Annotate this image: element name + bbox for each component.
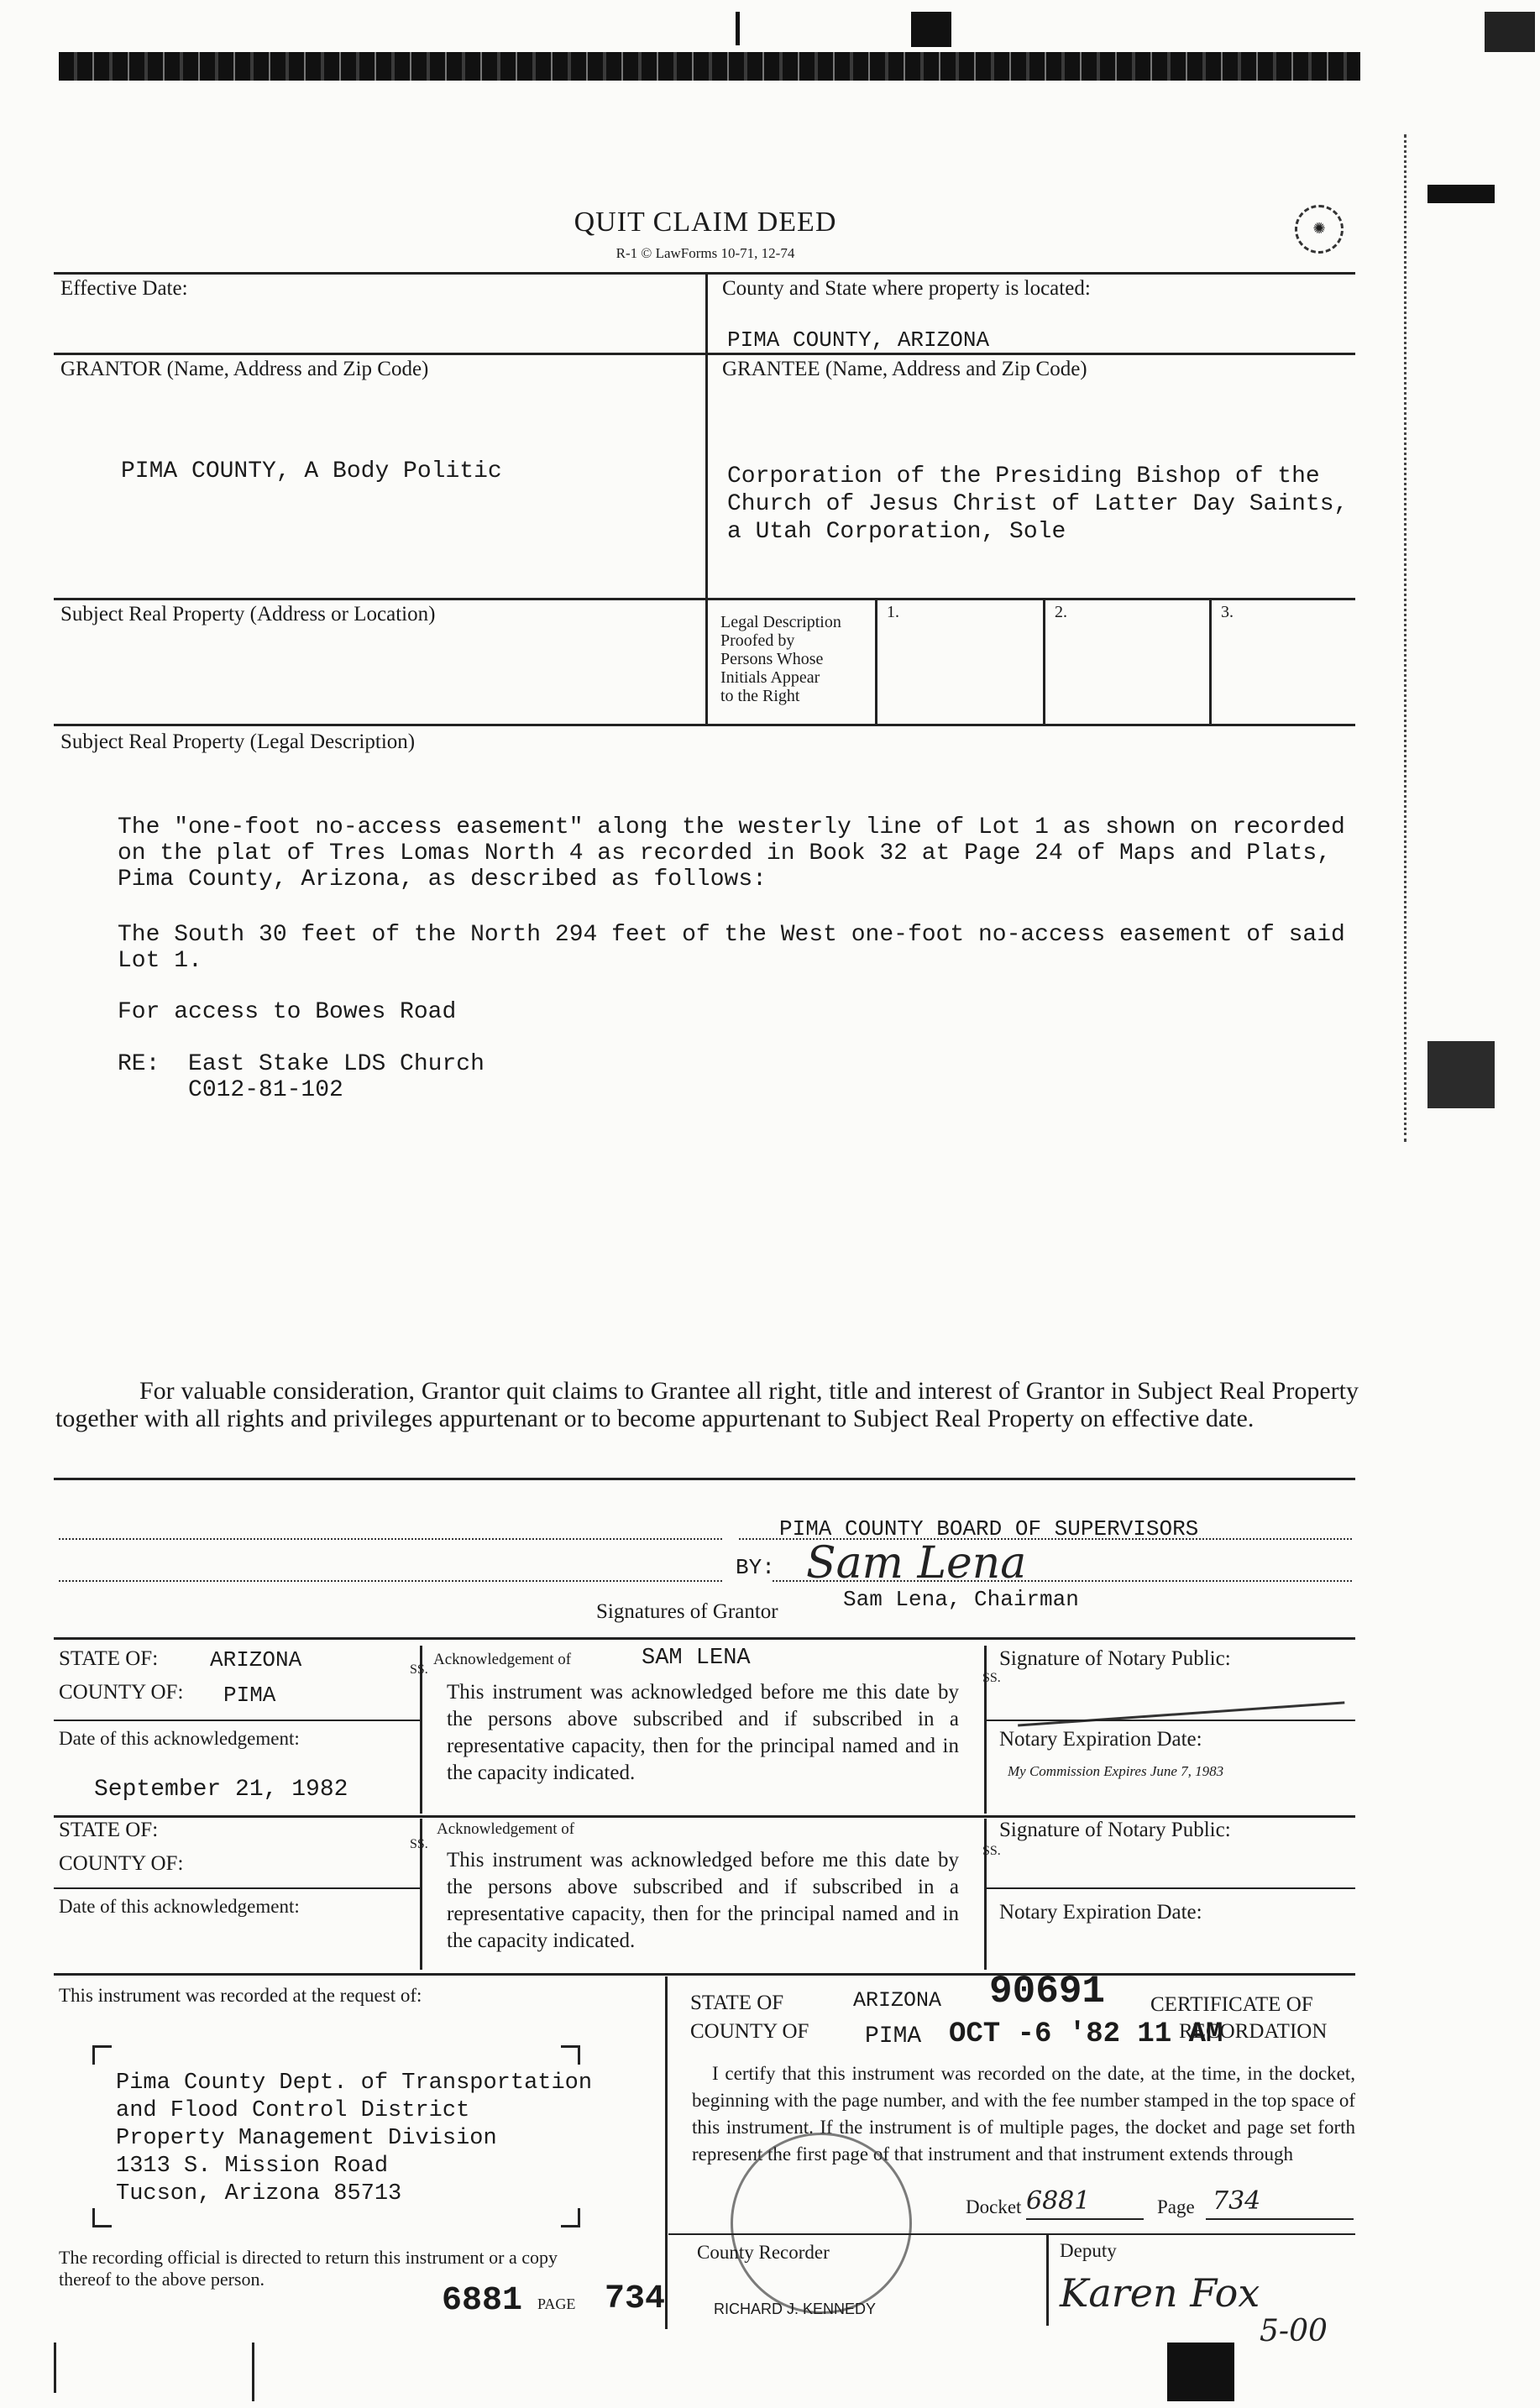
property-legal-label: Subject Real Property (Legal Description) [60, 730, 416, 753]
requester-bracket-tl [92, 2045, 112, 2065]
initial-box-1: 1. [887, 603, 899, 621]
legal-proofed-line: Persons Whose [720, 650, 824, 668]
requester-bracket-tr [561, 2045, 580, 2065]
scan-mark-bottom-left-2 [252, 2343, 254, 2401]
recorder-rule [668, 2233, 1355, 2235]
legal-line-8: C012-81-102 [118, 1077, 343, 1103]
scan-mark-bottom-left [54, 2343, 56, 2393]
ack1-text: This instrument was acknowledged before me this date by the persons above subscribed and if subscribed in a representative capacity, then for the principal named and in the capacity indicated. [447, 1681, 959, 1784]
ack1-ack-label: Acknowledgement of [433, 1651, 572, 1668]
legal-line-4: The South 30 feet of the North 294 feet of the West one-foot no-access easement of said [118, 922, 1345, 948]
rule-6 [54, 1637, 1355, 1640]
deputy-divider [1046, 2233, 1049, 2326]
grantor-sig-line-2 [59, 1580, 722, 1582]
recorder-label: County Recorder [697, 2242, 830, 2263]
ack1-ack-value: SAM LENA [642, 1646, 751, 1671]
rule-initials-3 [1209, 598, 1212, 725]
grantor-signature: Sam Lena [806, 1538, 1027, 1589]
ack2-notary-exp-label: Notary Expiration Date: [999, 1901, 1202, 1924]
legal-line-2: on the plat of Tres Lomas North 4 as recorded in Book 32 at Page 24 of Maps and Plats, [118, 840, 1332, 866]
ack1-rule-notary [984, 1720, 1355, 1721]
ack2-text: This instrument was acknowledged before me this date by the persons above subscribed and if subscribed in a representative capacity, then for the principal named and in the capacity indicated. [447, 1849, 959, 1952]
docket-stamp: 6881 [442, 2282, 523, 2320]
ack1-county-value: PIMA [223, 1683, 276, 1708]
rule-initials-1 [875, 598, 877, 725]
requester-bracket-bl [92, 2208, 112, 2227]
page-stamp: 734 [605, 2280, 666, 2318]
effective-date-label: Effective Date: [60, 277, 188, 300]
grantee-line-3: a Utah Corporation, Sole [727, 519, 1066, 545]
ack1-ss-2: SS. [982, 1671, 1001, 1685]
county-state-label: County and State where property is located: [722, 277, 1091, 300]
requester-line-2: and Flood Control District [116, 2098, 470, 2123]
lawforms-seal-icon: ✺ [1295, 205, 1344, 254]
ack1-rule-date [54, 1720, 420, 1721]
fee-note: 5-00 [1260, 2314, 1328, 2348]
legal-proofed-line: Initials Appear [720, 668, 820, 687]
rule-mid-vertical [705, 272, 708, 725]
scan-edge-right [1404, 134, 1412, 1142]
ack2-ack-label: Acknowledgement of [437, 1820, 575, 1838]
ack1-notary-exp-value: My Commission Expires June 7, 1983 [1008, 1763, 1224, 1779]
certify-text: I certify that this instrument was recorded on the date, at the time, in the docket, beginning with the page number, and with the fee number stamped in the top space of this instrument. If the instrument is of multiple pages, the docket and page set forth represent the first page of that instrument and that instrument extends through [692, 2063, 1355, 2165]
initial-box-2: 2. [1055, 603, 1067, 621]
consideration-text: For valuable consideration, Grantor quit claims to Grantee all right, title and interest of Grantor in Subject Real Property together with all rights and privileges appurtenant or to become appurtenant to Subject Real Property on effective date. [55, 1377, 1359, 1432]
grantee-label: GRANTEE (Name, Address and Zip Code) [722, 358, 1087, 380]
rule-3 [54, 598, 1355, 600]
legal-proofed-line: Proofed by [720, 631, 795, 650]
docket-label: Docket [966, 2196, 1022, 2217]
ack2-county-label: COUNTY OF: [59, 1852, 184, 1875]
rule-initials-2 [1043, 598, 1045, 725]
requester-line-4: 1313 S. Mission Road [116, 2154, 389, 2179]
docket-underline [1026, 2218, 1144, 2220]
legal-proofed-line: Legal Description [720, 613, 841, 631]
rule-8 [54, 1973, 1355, 1976]
rule-7 [54, 1815, 1355, 1818]
recording-request-label: This instrument was recorded at the request of: [59, 1985, 422, 2006]
grantor-label: GRANTOR (Name, Address and Zip Code) [60, 358, 429, 380]
rule-4 [54, 724, 1355, 726]
requester-line-3: Property Management Division [116, 2126, 497, 2151]
ack1-date-value: September 21, 1982 [94, 1777, 348, 1803]
requester-line-1: Pima County Dept. of Transportation [116, 2070, 593, 2096]
recorder-name: RICHARD J. KENNEDY [714, 2301, 877, 2317]
page-underline [1206, 2218, 1354, 2220]
ack1-notary-sig-label: Signature of Notary Public: [999, 1647, 1231, 1670]
scan-header-bar [59, 52, 1360, 81]
scan-mark-bottom [1167, 2343, 1234, 2401]
ack2-state-label: STATE OF: [59, 1819, 159, 1841]
grantee-line-2: Church of Jesus Christ of Latter Day Saints, [727, 491, 1349, 517]
ack2-rule-notary [984, 1887, 1355, 1889]
page-label: Page [1157, 2196, 1195, 2217]
requester-line-5: Tucson, Arizona 85713 [116, 2181, 402, 2206]
ack2-date-label: Date of this acknowledgement: [59, 1896, 300, 1917]
ack1-state-value: ARIZONA [210, 1647, 302, 1673]
document-title: QUIT CLAIM DEED [574, 207, 837, 238]
legal-line-6: For access to Bowes Road [118, 999, 457, 1025]
docket-value: 6881 [1026, 2186, 1091, 2216]
deputy-signature: Karen Fox [1060, 2270, 1260, 2316]
grantee-line-1: Corporation of the Presiding Bishop of the [727, 463, 1320, 489]
ack2-ss-2: SS. [982, 1844, 1001, 1858]
cert-county-value: PIMA [865, 2023, 922, 2049]
by-label: BY: [736, 1555, 775, 1580]
certificate-title-1: CERTIFICATE OF [1150, 1993, 1313, 2016]
signer-name: Sam Lena, Chairman [843, 1587, 1079, 1612]
ack1-county-label: COUNTY OF: [59, 1681, 184, 1704]
scan-mark-right-2 [1427, 1041, 1495, 1108]
scan-mark-top [736, 12, 740, 45]
ack1-notary-exp-label: Notary Expiration Date: [999, 1728, 1202, 1751]
signatures-of-grantor-label: Signatures of Grantor [596, 1600, 778, 1623]
cert-state-label: STATE OF [690, 1992, 784, 2014]
county-state-value: PIMA COUNTY, ARIZONA [727, 327, 990, 353]
recording-divider [665, 1976, 668, 2329]
form-code: R-1 © LawForms 10-71, 12-74 [615, 245, 795, 261]
legal-line-5: Lot 1. [118, 948, 202, 974]
rule-2 [54, 353, 1355, 355]
return-note: The recording official is directed to return this instrument or a copy thereof to the above person. [59, 2247, 558, 2290]
initial-box-3: 3. [1221, 603, 1234, 621]
scan-mark-top-2 [911, 12, 951, 47]
scan-mark-corner [1485, 12, 1535, 52]
recorded-datetime: OCT -6 '82 11 AM [949, 2018, 1223, 2050]
ack2-notary-sig-label: Signature of Notary Public: [999, 1819, 1231, 1841]
recorder-seal-icon [731, 2133, 912, 2314]
certificate-title-2: RECORDATION [1179, 2020, 1328, 2043]
requester-bracket-br [561, 2208, 580, 2227]
ack2-ss: SS. [410, 1837, 428, 1851]
legal-line-3: Pima County, Arizona, as described as follows: [118, 866, 767, 893]
ack2-rule-date [54, 1887, 420, 1889]
ack2-divider-right [984, 1819, 987, 1970]
legal-proofed-line: to the Right [720, 687, 800, 705]
board-name: PIMA COUNTY BOARD OF SUPERVISORS [779, 1516, 1199, 1542]
ack1-state-label: STATE OF: [59, 1647, 159, 1670]
grantor-sig-line-1 [59, 1538, 722, 1540]
grantor-value: PIMA COUNTY, A Body Politic [121, 458, 502, 484]
ack1-ss: SS. [410, 1662, 428, 1677]
legal-line-1: The "one-foot no-access easement" along the westerly line of Lot 1 as shown on recorded [118, 814, 1345, 840]
page-stamp-label: PAGE [537, 2295, 576, 2312]
ack1-date-label: Date of this acknowledgement: [59, 1728, 300, 1749]
legal-line-7: RE: East Stake LDS Church [118, 1051, 485, 1077]
scan-mark-right [1427, 185, 1495, 203]
instrument-number: 90691 [989, 1970, 1106, 2013]
cert-state-value: ARIZONA [853, 1988, 942, 2013]
rule-top [54, 272, 1355, 275]
legal-proofed-note [720, 613, 841, 705]
rule-5 [54, 1478, 1355, 1480]
property-address-label: Subject Real Property (Address or Location) [60, 603, 436, 626]
deputy-label: Deputy [1060, 2240, 1117, 2261]
page-value: 734 [1213, 2186, 1261, 2216]
cert-county-label: COUNTY OF [690, 2020, 809, 2043]
